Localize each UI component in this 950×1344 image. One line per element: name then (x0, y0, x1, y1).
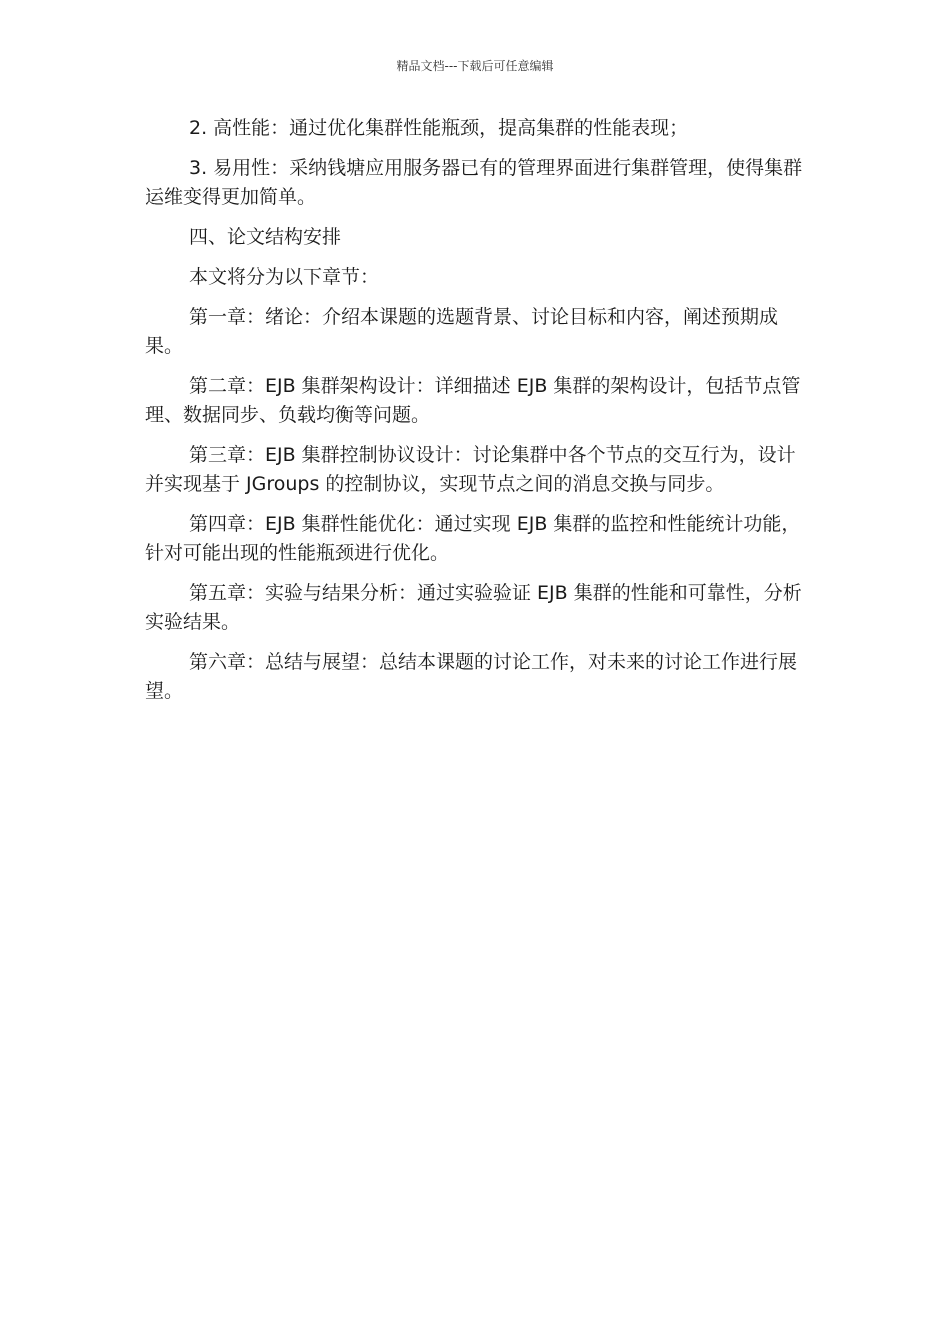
page-header: 精品文档---下载后可任意编辑 (396, 59, 554, 73)
paragraph-chapter-3: 第三章：EJB 集群控制协议设计：讨论集群中各个节点的交互行为，设计并实现基于 JGroups 的控制协议，实现节点之间的消息交换与同步。 (145, 444, 796, 495)
paragraph-chapter-2: 第二章：EJB 集群架构设计：详细描述 EJB 集群的架构设计，包括节点管理、数据同步、负载均衡等问题。 (145, 375, 801, 426)
paragraph-chapter-4: 第四章：EJB 集群性能优化：通过实现 EJB 集群的监控和性能统计功能，针对可能出现的性能瓶颈进行优化。 (145, 513, 801, 564)
paragraph-performance: 2. 高性能：通过优化集群性能瓶颈，提高集群的性能表现； (189, 117, 689, 139)
paragraph-chapter-1: 第一章：绪论：介绍本课题的选题背景、讨论目标和内容，阐述预期成果。 (145, 306, 779, 357)
paragraph-chapter-5: 第五章：实验与结果分析：通过实验验证 EJB 集群的性能和可靠性，分析实验结果。 (145, 582, 802, 633)
paragraph-usability: 3. 易用性：采纳钱塘应用服务器已有的管理界面进行集群管理，使得集群运维变得更加简单。 (145, 157, 803, 208)
section-heading-structure: 四、论文结构安排 (189, 226, 342, 248)
paragraph-chapter-6: 第六章：总结与展望：总结本课题的讨论工作，对未来的讨论工作进行展望。 (145, 651, 798, 702)
paragraph-intro: 本文将分为以下章节： (189, 266, 380, 288)
document-body (145, 114, 807, 717)
